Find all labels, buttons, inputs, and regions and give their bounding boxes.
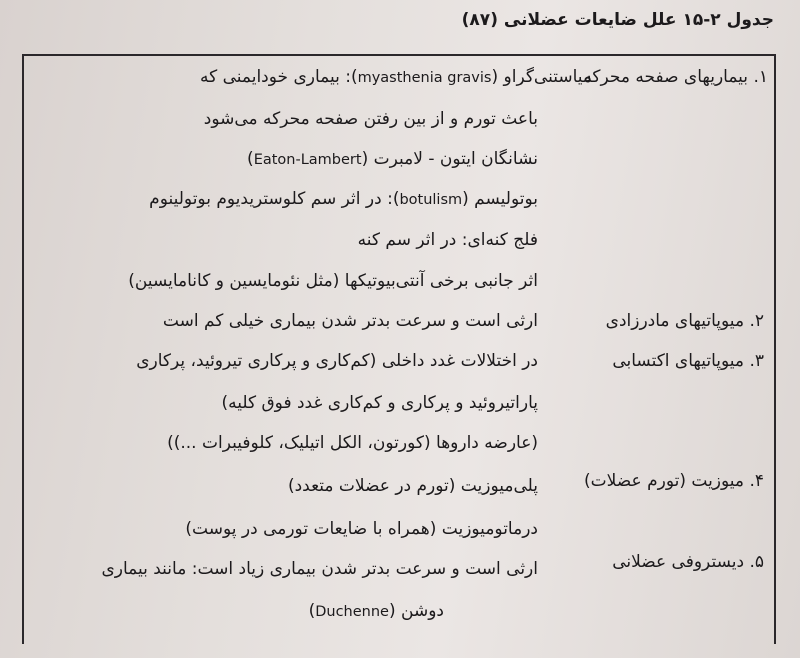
row-1-line-1-latin: myasthenia gravis	[357, 70, 492, 86]
row-3-line-1-text: در اختلالات غدد داخلی (کم‌کاری و پرکاری تیروئید، پرکاری	[136, 351, 538, 371]
row-5-line-1-text: ارثی است و سرعت بدتر شدن بیماری زیاد است: مانند بیماری	[101, 559, 538, 579]
row-4-number: ۴.	[749, 471, 764, 491]
row-3-category-label: میوپاتیهای اکتسابی	[612, 351, 745, 371]
row-2-line-1	[163, 310, 538, 332]
row-5-line-2	[309, 600, 444, 623]
row-5-line-1	[101, 558, 538, 580]
row-1-line-4-text: بوتولیسم (	[462, 189, 538, 209]
row-1-category	[583, 66, 768, 88]
row-2-line-1-text: ارثی است و سرعت بدتر شدن بیماری خیلی کم است	[162, 311, 538, 331]
row-5-line-2-text: دوشن (	[388, 601, 444, 621]
row-1-line-4	[149, 188, 538, 211]
row-3-number: ۳.	[749, 351, 764, 371]
row-1-line-6-text: اثر جانبی برخی آنتی‌بیوتیکها (مثل نئومایسین و کانامایسین)	[128, 271, 538, 291]
row-1-line-3-text: نشانگان ایتون - لامبرت (	[361, 149, 538, 169]
row-2-category-label: میوپاتیهای مادرزادی	[605, 311, 745, 331]
row-4-category	[584, 470, 764, 492]
row-5-line-2-tail: )	[308, 601, 316, 621]
row-4-line-1	[288, 475, 538, 497]
row-3-category	[612, 350, 764, 372]
row-1-line-4-latin: botulism	[399, 192, 463, 208]
row-1-line-5-text: فلج کنه‌ای: در اثر سم کنه	[357, 230, 538, 250]
row-3-line-2	[221, 392, 538, 414]
row-1-line-1-tail: ): بیماری خودایمنی که	[199, 67, 358, 87]
row-1-line-3-tail: )	[247, 149, 254, 169]
row-1-line-5	[358, 229, 538, 251]
table-caption: جدول ۲-۱۵ علل ضایعات عضلانی (۸۷)	[461, 10, 774, 30]
row-2-category	[606, 310, 764, 332]
row-5-category	[612, 551, 764, 573]
row-1-line-3	[247, 148, 538, 171]
row-5-category-label: دیستروفی عضلانی	[612, 552, 745, 572]
row-1-line-3-latin: Eaton-Lambert	[253, 152, 362, 168]
row-3-line-2-text: پاراتیروئید و پرکاری و کم‌کاری غدد فوق کلیه)	[221, 393, 538, 413]
row-1-line-1	[200, 66, 592, 89]
row-1-category-label: بیماریهای صفحه محرکه	[583, 67, 749, 87]
row-4-line-1-text: پلی‌میوزیت (تورم در عضلات متعدد)	[287, 476, 538, 496]
row-1-line-6	[128, 270, 538, 292]
row-3-line-3	[167, 432, 538, 454]
row-1-line-4-tail: ): در اثر سم کلوستریدیوم بوتولینوم	[149, 189, 400, 209]
row-5-line-2-latin: Duchenne	[315, 604, 389, 620]
row-3-line-1	[136, 350, 538, 372]
row-4-category-label: میوزیت (تورم عضلات)	[584, 471, 745, 491]
row-4-line-2-text: درماتومیوزیت (همراه با ضایعات تورمی در پوست)	[185, 519, 538, 539]
row-1-line-2-text: باعث تورم و از بین رفتن صفحه محرکه می‌شود	[203, 109, 538, 129]
row-3-line-3-text: (عارضه داروها (کورتون، الکل اتیلیک، کلوفیبرات ...))	[167, 433, 538, 453]
row-2-number: ۲.	[749, 311, 764, 331]
row-1-number: ۱.	[753, 67, 768, 87]
row-1-line-2	[204, 108, 538, 130]
row-4-line-2	[185, 518, 538, 540]
row-5-number: ۵.	[749, 552, 764, 572]
row-1-line-1-text: میاستنی‌گراو (	[491, 67, 592, 87]
